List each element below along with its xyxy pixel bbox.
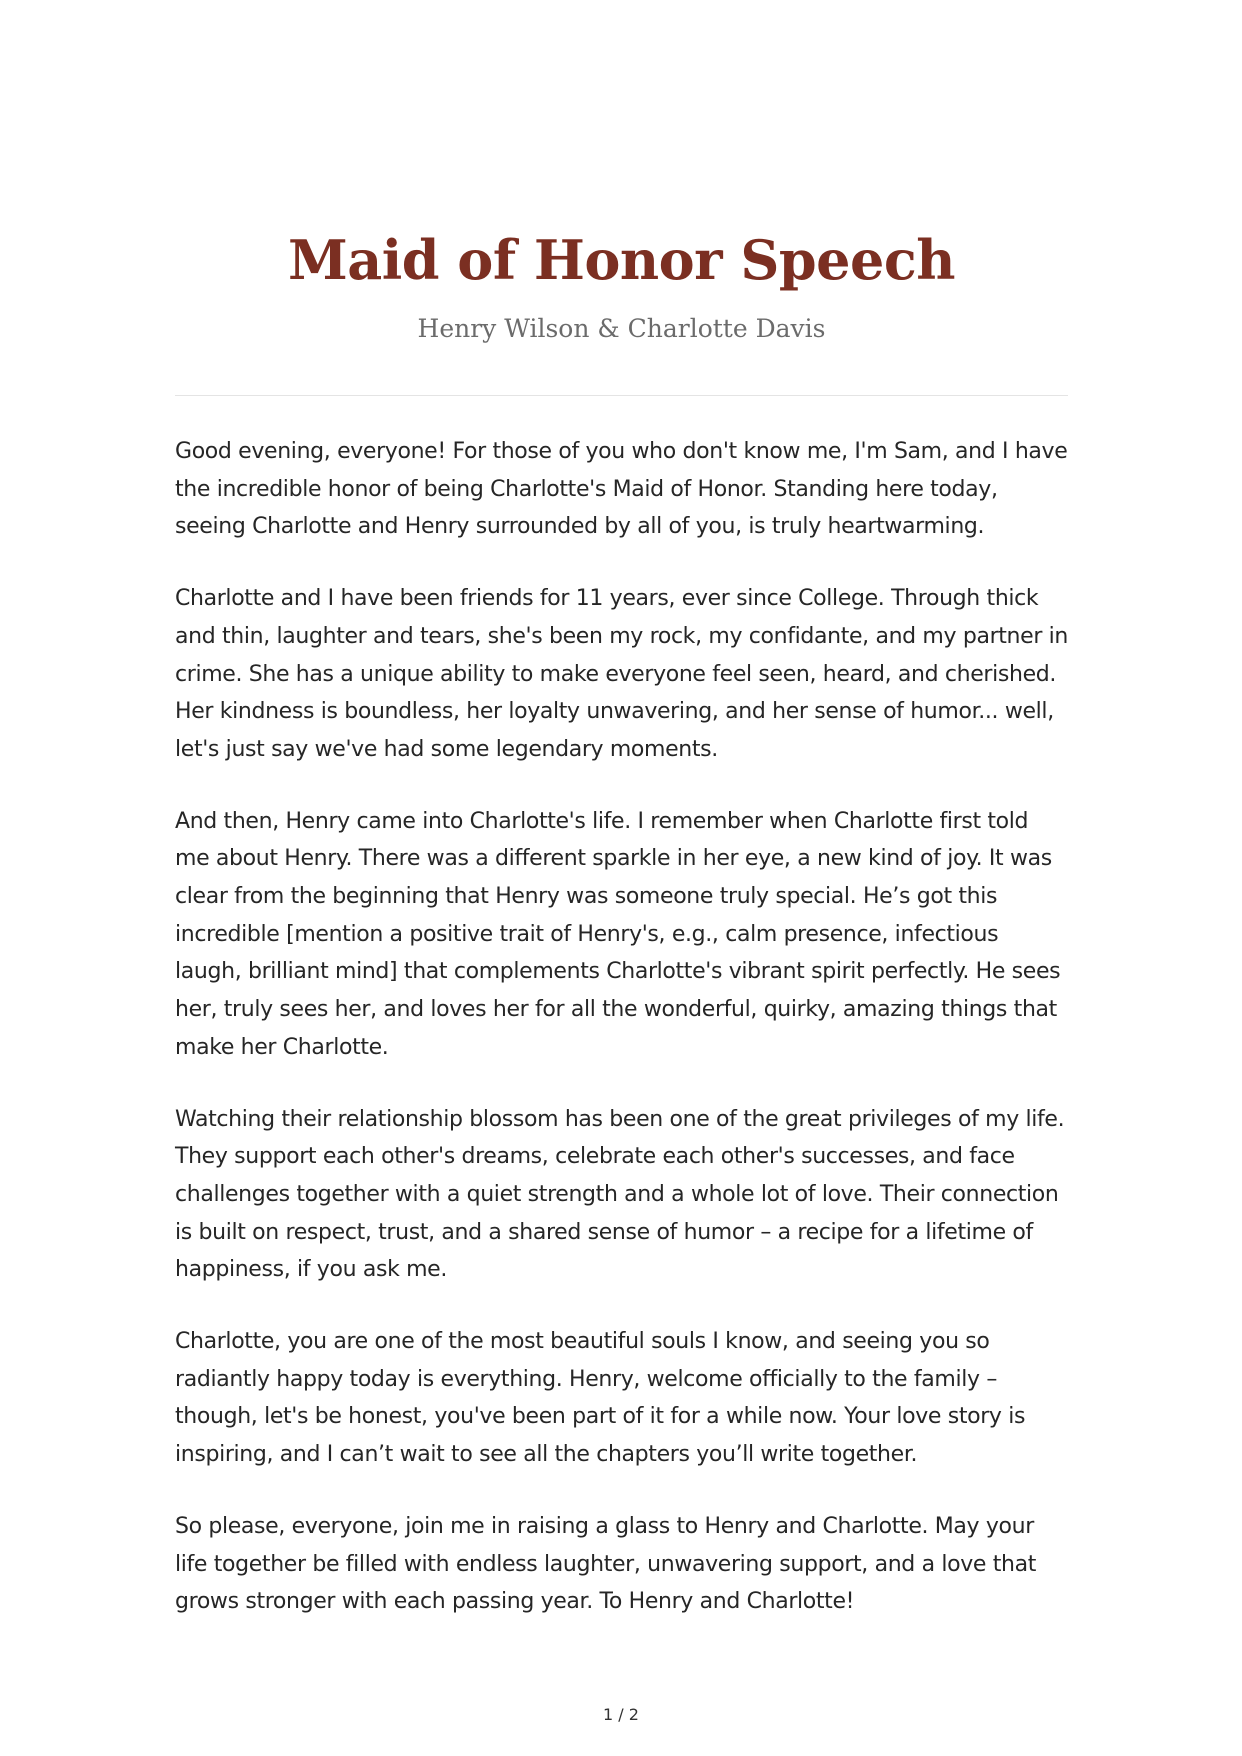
speech-paragraph-1: Good evening, everyone! For those of you who don't know me, I'm Sam, and I have the incredible honor of being Charlotte's Maid of Honor. Standing here today, seeing Charlotte and Henry surrounded by all of you, is truly heartwarming.: [175, 439, 1068, 540]
page-number: 1 / 2: [603, 1705, 639, 1724]
speech-paragraph-5: Charlotte, you are one of the most beautiful souls I know, and seeing you so radiantly happy today is everything. Henry, welcome officially to the family – though, let's be honest, you've been part of it for a while now. Your love story is inspiring, and I can’t wait to see all the chapters you’ll write together.: [175, 1329, 1026, 1468]
header-divider: [175, 395, 1068, 396]
speech-paragraph-3: And then, Henry came into Charlotte's life. I remember when Charlotte first told me about Henry. There was a different sparkle in her eye, a new kind of joy. It was clear from the beginning that Henry was someone truly special. He’s got this incredible [mention a positive trait of Henry's, e.g., calm presence, infectious laugh, brilliant mind] that complements Charlotte's vibrant spirit perfectly. He sees her, truly sees her, and loves her for all the wonderful, quirky, amazing things that make her Charlotte.: [175, 808, 1061, 1060]
couple-names: Henry Wilson & Charlotte Davis: [417, 314, 826, 343]
document-title: Maid of Honor Speech: [287, 228, 956, 292]
document-header: [175, 222, 1068, 346]
speech-paragraph-4: Watching their relationship blossom has been one of the great privileges of my life. They support each other's dreams, celebrate each other's successes, and face challenges together with a quiet strength and a whole lot of love. Their connection is built on respect, trust, and a shared sense of humor – a recipe for a lifetime of happiness, if you ask me.: [175, 1106, 1065, 1283]
speech-body: [175, 433, 1068, 1655]
speech-paragraph-6: So please, everyone, join me in raising a glass to Henry and Charlotte. May your life together be filled with endless laughter, unwavering support, and a love that grows stronger with each passing year. To Henry and Charlotte!: [175, 1513, 1036, 1615]
speech-paragraph-2: Charlotte and I have been friends for 11 years, ever since College. Through thick and thin, laughter and tears, she's been my rock, my confidante, and my partner in crime. She has a unique ability to make everyone feel seen, heard, and cherished. Her kindness is boundless, her loyalty unwavering, and her sense of humor... well, let's just say we've had some legendary moments.: [175, 586, 1069, 762]
